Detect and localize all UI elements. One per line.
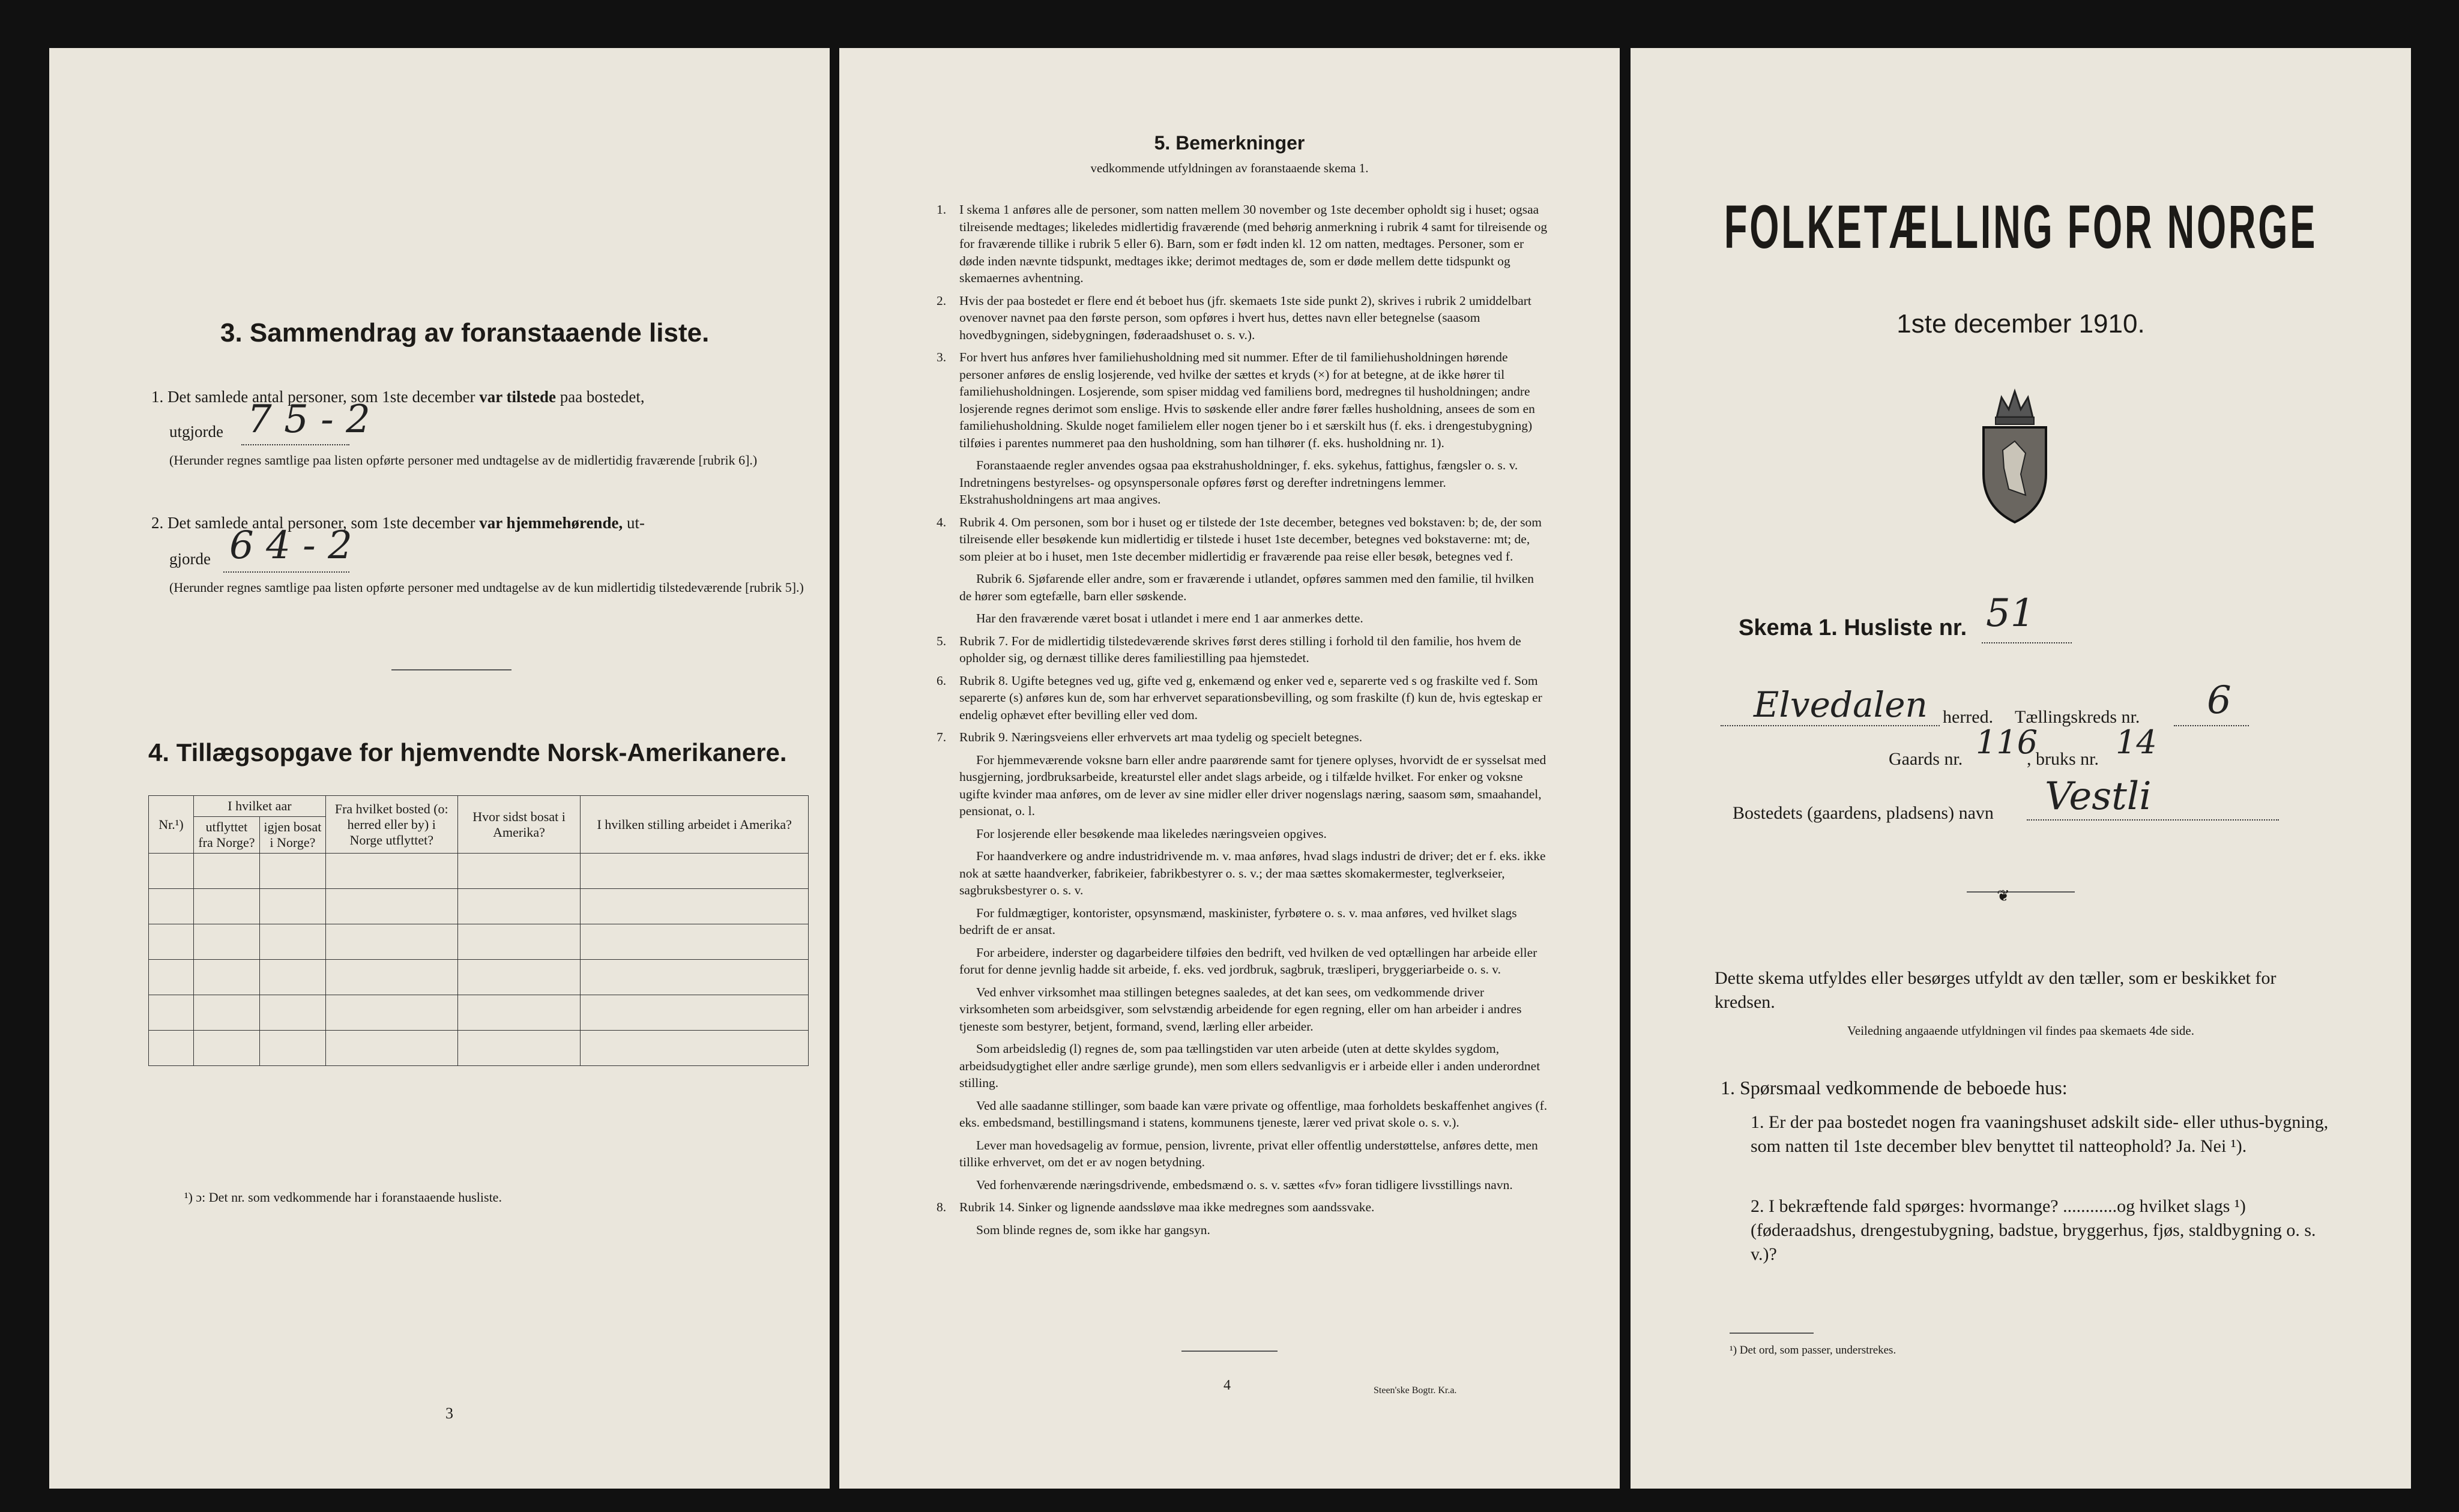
col-position: I hvilken stilling arbeidet i Amerika? <box>581 796 809 854</box>
col-year-group: I hvilket aar <box>193 796 325 817</box>
remark-item <box>929 201 1548 287</box>
remark-item <box>929 825 1548 843</box>
summary-item-1-lead: utgjorde <box>169 423 223 441</box>
remark-text: Har den fraværende været bosat i utlandet i mere end 1 aar anmerkes dette. <box>976 611 1363 625</box>
remark-text: Rubrik 9. Næringsveiens eller erhvervets art maa tydelig og specielt betegnes. <box>959 730 1363 744</box>
kreds-handwritten: 6 <box>2207 678 2231 723</box>
remark-number: 7. <box>937 730 947 744</box>
divider <box>391 669 511 670</box>
remark-number: 8. <box>937 1200 947 1214</box>
bruks-label: , bruks nr. <box>2027 749 2099 769</box>
page-number: 4 <box>1223 1378 1231 1393</box>
summary-item-1-text-end: paa bostedet, <box>555 388 645 406</box>
left-page <box>49 48 830 1489</box>
remark-number: 1. <box>937 202 947 217</box>
remark-item <box>929 905 1548 939</box>
remarks-title: 5. Bemerkninger <box>1154 132 1305 154</box>
remark-item <box>929 984 1548 1035</box>
herred-label: herred. <box>1943 707 1994 727</box>
answer-line <box>1982 642 2072 643</box>
table-row <box>149 995 809 1031</box>
divider <box>1730 1333 1814 1334</box>
herred-handwritten: Elvedalen <box>1754 684 1928 725</box>
gaards-label: Gaards nr. <box>1889 749 1963 769</box>
bruks-handwritten: 14 <box>2116 723 2157 761</box>
remark-item <box>929 633 1548 667</box>
remark-text: Som blinde regnes de, som ikke har gangsyn. <box>976 1222 1210 1237</box>
remark-text: Lever man hovedsagelig av formue, pension, livrente, privat eller offentlig understøttelse, anføres dette, men tillike erhvervet, om det er av nogen betydning. <box>959 1137 1538 1169</box>
bosted-label: Bostedets (gaardens, pladsens) navn <box>1733 803 1994 823</box>
remark-text: Foranstaaende regler anvendes ogsaa paa ekstrahusholdninger, f. eks. sykehus, fattighus, fængsler o. s. v. Indretningens bestyrelses- og opsynspersonale opføres først og derefter indretningens lemmer. Ekstrahusholdningens art maa angives. <box>959 458 1518 507</box>
remark-text: Rubrik 4. Om personen, som bor i huset og er tilstede der 1ste december, betegnes ved bokstaven: b; de, der som tilreisende eller besøkende kun midlertidig er tilstede i huset 1ste december, betegnes ved bokstaverne: mt; de, som pleier at bo i huset, men 1ste december midlertidig er fraværende paa reise eller besøk, betegnes ved f. <box>959 514 1542 564</box>
remark-number: 5. <box>937 633 947 648</box>
table-row <box>149 924 809 960</box>
page-number: 3 <box>445 1405 453 1422</box>
remark-text: Rubrik 14. Sinker og lignende aandssløve maa ikke medregnes som aandssvake. <box>959 1200 1375 1214</box>
right-page <box>1631 48 2411 1489</box>
remark-item <box>929 610 1548 627</box>
col-from-where: Fra hvilket bosted (o: herred eller by) i Norge utflyttet? <box>325 796 457 854</box>
question-2: 2. I bekræftende fald spørges: hvormange? ............og hvilket slags ¹) (føderaadshus, drengestubygning, badstue, bryggerhus, fjøs, staldbygning o. s. v.)? <box>1751 1196 2316 1264</box>
section-3-title: 3. Sammendrag av foranstaaende liste. <box>220 318 710 348</box>
remark-number: 4. <box>937 514 947 529</box>
remark-item <box>929 1040 1548 1092</box>
summary-item-1-handwritten: 7 5 - 2 <box>247 397 370 442</box>
remark-item <box>929 1176 1548 1194</box>
remark-text: For hvert hus anføres hver familiehusholdning med sit nummer. Efter de til familiehusholdningen hørende personer anføres de enslig losjerende, ved hvilke der sættes et kryds (×) for at betegne, at de ikke hører til familiehusholdningen. Losjerende, som spiser middag ved familiens bord, medregnes til husholdningen; andre losjerende regnes derimot som enslige. Hvis to søskende eller andre fører fælles husholdning, ansees de som en familiehusholdning. Skulde noget familielem eller nogen tjener bo i et særskilt hus (f. eks. i drengestubygning) tilføies i parentes nummeret paa den husholdning, som han tilhører (f. eks. husholdning nr. 1). <box>959 350 1535 450</box>
remark-number: 3. <box>937 350 947 364</box>
table-header-row <box>149 796 809 817</box>
summary-item-1-answer <box>169 419 223 444</box>
remark-item <box>929 848 1548 899</box>
kreds-label: Tællingskreds nr. <box>2015 707 2140 727</box>
remark-text: For hjemmeværende voksne barn eller andre paarørende samt for tjenere oplyses, hvorvidt de er sysselsat med husgjerning, jordbruksarbeide, kreaturstel eller andet slags arbeide, og i tilfælde hvilket. For enker og voksne ugifte kvinder maa anføres, om de lever av sine midler eller driver nogenslags næring, saasom søm, smaahandel, pensionat, o. l. <box>959 752 1546 818</box>
remark-item <box>929 1221 1548 1239</box>
table-row <box>149 1031 809 1066</box>
summary-item-1-bold: var tilstede <box>479 388 556 406</box>
remark-text: Rubrik 7. For de midlertidig tilstedeværende skrives først deres stilling i forhold til den familie, hos hvem de opholder sig, og dernæst tillike deres familiestilling paa hjemstedet. <box>959 633 1521 665</box>
remark-item <box>929 349 1548 451</box>
census-date: 1ste december 1910. <box>1896 309 2145 339</box>
gaards-handwritten: 116 <box>1976 723 2038 761</box>
col-emigrated: utflyttet fra Norge? <box>193 817 259 854</box>
remark-item <box>929 1097 1548 1131</box>
question-section-title: 1. Spørsmaal vedkommende de beboede hus: <box>1721 1077 2068 1098</box>
remark-number: 2. <box>937 293 947 308</box>
divider <box>1181 1351 1278 1352</box>
answer-line <box>1721 725 1940 726</box>
summary-item-1-note: (Herunder regnes samtlige paa listen opførte personer med undtagelse av de midlertidig fraværende [rubrik 6].) <box>169 453 758 468</box>
remark-text: Ved enhver virksomhet maa stillingen betegnes saaledes, at det kan sees, om vedkommende driver virksomheten som arbeidsgiver, som selvstændig arbeidende for egen regning, eller om han arbeider i andres tjeneste som bestyrer, betjent, formand, svend, lærling eller arbeider. <box>959 984 1522 1034</box>
table-footnote: ¹) ɔ: Det nr. som vedkommende har i foranstaaende husliste. <box>184 1190 502 1205</box>
remark-text: Ved forhenværende næringsdrivende, embedsmænd o. s. v. sættes «fv» foran tidligere livsstillings navn. <box>976 1177 1513 1192</box>
remark-item <box>929 1137 1548 1171</box>
remark-item <box>929 751 1548 820</box>
remark-text: Rubrik 6. Sjøfarende eller andre, som er fraværende i utlandet, opføres sammen med den familie, til hvilken de hører som egtefælle, barn eller søskende. <box>959 571 1534 603</box>
info-small-text: Veiledning angaaende utfyldningen vil findes paa skemaets 4de side. <box>1847 1023 2194 1038</box>
col-last-lived: Hvor sidst bosat i Amerika? <box>457 796 581 854</box>
table-row <box>149 854 809 889</box>
remark-text: For fuldmægtiger, kontorister, opsynsmænd, maskinister, fyrbøtere o. s. v. maa anføres, ved hvilket slags bedrift de er ansat. <box>959 905 1517 937</box>
remark-text: Som arbeidsledig (l) regnes de, som paa tællingstiden var uten arbeide (uten at dette skyldes sygdom, arbeidsudygtighet eller andre særlige grunde), men som ellers sedvanligvis er i arbeide eller i anden underordnet stilling. <box>959 1041 1540 1090</box>
question-1: 1. Er der paa bostedet nogen fra vaaningshuset adskilt side- eller uthus-bygning, som natten til 1ste december blev benyttet til natteophold? Ja. Nei ¹). <box>1751 1112 2329 1156</box>
remarks-subtitle: vedkommende utfyldningen av foranstaaende skema 1. <box>1090 161 1369 175</box>
summary-item-1-text: 1. Det samlede antal personer, som 1ste december <box>151 388 480 406</box>
remark-text: Rubrik 8. Ugifte betegnes ved ug, gifte ved g, enkemænd og enker ved e, separerte ved s og fraskilte ved f. Som separerte (s) anføres kun de, som har erhvervet separationsbevilling, og som fraskilte (f) kun de, hvis egteskap er endelig ophævet efter bevilling eller ved dom. <box>959 673 1542 722</box>
coat-of-arms-icon <box>1973 384 2057 528</box>
answer-line-1 <box>241 444 349 445</box>
answer-line <box>2027 819 2279 821</box>
bosted-handwritten: Vestli <box>2045 774 2152 819</box>
remark-text: I skema 1 anføres alle de personer, som natten mellem 30 november og 1ste december opholdt sig i huset; ogsaa tilreisende medtages; likeledes midlertidig fraværende (med behørig anmerkning i rubrik 4 samt for tilreisende og for fraværende tillike i rubrik 5 eller 6). Barn, som er født inden kl. 12 om natten, medtages. Personer, som er døde inden nævnte tidspunkt, medtages ikke; derimot medtages de, som er døde mellem dette tidspunkt og skemaernes avhentning. <box>959 202 1548 285</box>
remark-item <box>929 570 1548 604</box>
remark-item <box>929 514 1548 565</box>
skema-number-handwritten: 51 <box>1986 591 2035 636</box>
summary-item-2-handwritten: 6 4 - 2 <box>229 523 352 568</box>
remark-text: Ved alle saadanne stillinger, som baade kan være private og offentlige, maa forholdets beskaffenhet angives (f. eks. embedsmand, bestillingsmand i statens, kommunens tjeneste, lærer ved privat skole o. s. v.). <box>959 1098 1548 1130</box>
remark-text: For arbeidere, inderster og dagarbeidere tilføies den bedrift, ved hvilken de ved optællingen har arbeide eller forut for denne jevnlig hadde sit arbeide, f. eks. ved jordbruk, sagbruk, træsliperi, bryggeriarbeide o. s. v. <box>959 945 1537 977</box>
ornament-icon: ❦ <box>1997 887 2010 905</box>
summary-item-2-bold: var hjemmehørende, <box>479 514 623 532</box>
summary-item-2-answer <box>169 546 211 571</box>
answer-line <box>2174 725 2249 726</box>
summary-item-2-note: (Herunder regnes samtlige paa listen opførte personer med undtagelse av de kun midlertidig tilstedeværende [rubrik 5].) <box>169 580 804 595</box>
remark-item <box>929 457 1548 508</box>
remark-item <box>929 729 1548 746</box>
remark-number: 6. <box>937 673 947 688</box>
summary-item-2-text: 2. Det samlede antal personer, som 1ste december <box>151 514 480 532</box>
remark-item <box>929 292 1548 344</box>
printer-mark: Steen'ske Bogtr. Kr.a. <box>1374 1385 1457 1396</box>
table-row <box>149 889 809 924</box>
remark-text: Hvis der paa bostedet er flere end ét beboet hus (jfr. skemaets 1ste side punkt 2), skrives i rubrik 2 umiddelbart ovenover navnet paa den første person, som opføres i hvert hus, dettes navn eller betegnelse (saasom hovedbygningen, sidebygningen, føderaadshuset o. s. v.). <box>959 293 1531 342</box>
summary-item-2-lead: gjorde <box>169 550 211 568</box>
remark-item <box>929 944 1548 978</box>
col-returned: igjen bosat i Norge? <box>259 817 325 854</box>
section-4-title: 4. Tillægsopgave for hjemvendte Norsk-Amerikanere. <box>148 738 787 767</box>
table-row <box>149 960 809 995</box>
skema-label: Skema 1. Husliste nr. <box>1739 615 1967 640</box>
summary-item-2-text-end: ut- <box>623 514 645 532</box>
remark-item <box>929 672 1548 724</box>
remarks-list <box>929 201 1548 1244</box>
col-nr: Nr.¹) <box>149 796 194 854</box>
middle-page <box>839 48 1620 1489</box>
divider <box>1967 891 2075 893</box>
footnote: ¹) Det ord, som passer, understrekes. <box>1730 1344 1896 1357</box>
remark-text: For haandverkere og andre industridrivende m. v. maa anføres, hvad slags industri de driver; det er f. eks. ikke nok at sætte haandverker, fabrikeier, fabrikbestyrer o. s. v.; der maa sættes skomakermester, teglverkseier, sagbruksbestyrer o. s. v. <box>959 849 1546 897</box>
remark-item <box>929 1199 1548 1216</box>
census-title: FOLKETÆLLING FOR NORGE <box>1724 193 2318 261</box>
remark-text: For losjerende eller besøkende maa likeledes næringsveien opgives. <box>976 826 1327 841</box>
norsk-amerikanere-table <box>148 795 809 1066</box>
answer-line-2 <box>223 571 349 573</box>
info-text: Dette skema utfyldes eller besørges utfyldt av den tæller, som er beskikket for kredsen. <box>1715 968 2276 1012</box>
